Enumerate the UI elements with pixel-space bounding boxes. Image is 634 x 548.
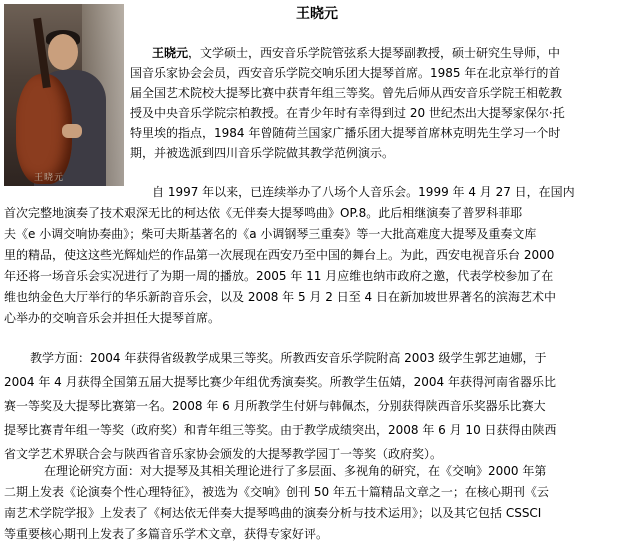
teaching-line: 2004 年 4 月获得全国第五届大提琴比赛少年组优秀演奏奖。所教学生伍婧，2004 年获得河南省器乐比 bbox=[4, 375, 556, 389]
portrait-photo bbox=[4, 4, 124, 186]
intro-name: 王晓元 bbox=[152, 46, 189, 60]
intro-line: ，文学硕士，西安音乐学院管弦系大提琴副教授，硕士研究生导师，中 bbox=[188, 46, 561, 60]
concerts-line: 自 1997 年以来，已连续举办了八场个人音乐会。1999 年 4 月 27 日，在国内 bbox=[152, 185, 575, 199]
page-title: 王晓元 bbox=[296, 6, 338, 22]
photo-signature: 王晓元 bbox=[34, 173, 65, 183]
intro-line: 授及中央音乐学院宗柏教授。在青少年时有幸得到过 20 世纪杰出大提琴家保尔·托 bbox=[130, 106, 565, 120]
concerts-line: 里的精品，使这这些光辉灿烂的作品第一次展现在西安乃至中国的舞台上。为此，西安电视音乐台 2000 bbox=[4, 248, 555, 262]
research-line: 等重要核心期刊上发表了多篇音乐学术文章，获得专家好评。 bbox=[4, 527, 329, 541]
intro-line: 期，并被选派到四川音乐学院做其教学范例演示。 bbox=[130, 146, 395, 160]
teaching-line: 赛一等奖及大提琴比赛第一名。2008 年 6 月所教学生付妍与韩佩杰，分别获得陕西音乐奖器乐比赛大 bbox=[4, 399, 546, 413]
intro-line: 国音乐家协会会员，西安音乐学院交响乐团大提琴首席。1985 年在北京举行的首 bbox=[130, 66, 561, 80]
concerts-line: 首次完整地演奏了技术艰深无比的柯达依《无伴奏大提琴鸣曲》OP.8。此后相继演奏了普罗科菲耶 bbox=[4, 206, 523, 220]
intro-line: 特里埃的指点，1984 年曾随荷兰国家广播乐团大提琴首席林克明先生学习一个时 bbox=[130, 126, 561, 140]
concerts-line: 心举办的交响音乐会并担任大提琴首席。 bbox=[4, 311, 221, 325]
concerts-line: 夫《e 小调交响协奏曲》；柴可夫斯基著名的《a 小调钢琴三重奏》等一大批高难度大提琴及重奏文库 bbox=[4, 227, 537, 241]
intro-line: 届全国艺术院校大提琴比赛中获青年组三等奖。曾先后师从西安音乐学院王相乾教 bbox=[130, 86, 563, 100]
research-line: 二期上发表《论演奏个性心理特征》，被选为《交响》创刊 50 年五十篇精品文章之一；在核心期刊《云 bbox=[4, 485, 549, 499]
teaching-line: 省文学艺术界联合会与陕西省音乐家协会颁发的大提琴教学园丁一等奖（政府奖）。 bbox=[4, 447, 443, 461]
research-line: 在理论研究方面：对大提琴及其相关理论进行了多层面、多视角的研究，在《交响》2000 年第 bbox=[44, 464, 547, 478]
teaching-line: 教学方面：2004 年获得省级教学成果三等奖。所教西安音乐学院附高 2003 级学生郭艺迪娜，于 bbox=[30, 351, 547, 365]
concerts-line: 年还将一场音乐会实况进行了为期一周的播放。2005 年 11 月应维也纳市政府之邀，代表学校参加了在 bbox=[4, 269, 554, 283]
concerts-line: 维也纳金色大厅举行的华乐新韵音乐会，以及 2008 年 5 月 2 日至 4 日在新加坡世界著名的滨海艺术中 bbox=[4, 290, 556, 304]
research-line: 南艺术学院学报》上发表了《柯达依无伴奏大提琴鸣曲的演奏分析与技术运用》；以及其它包括 CSSCI bbox=[4, 506, 542, 520]
teaching-line: 提琴比赛青年组一等奖（政府奖）和青年组三等奖。由于教学成绩突出，2008 年 6 月 10 日获得由陕西 bbox=[4, 423, 557, 437]
